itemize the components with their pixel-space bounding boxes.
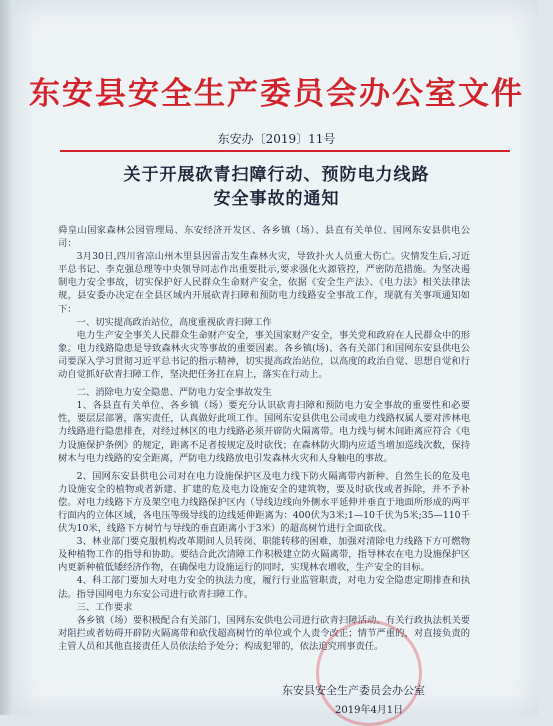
red-separator-line (60, 150, 510, 152)
document-number: 东安办〔2019〕11号 (217, 132, 336, 146)
paragraph-item-3: 3、林业部门要克服机构改革期间人员转岗、职能转移的困难，加强对清除电力线路下方可燃物及种植物工作的指导和协助。要结合此次清障工作积极建立防火隔离带，指导林农在电力设施保护区内更新种植低矮经济作物，在确保电力设施运行的同时，实现林农增收，生产安全的目标。 (58, 536, 470, 574)
paragraph-item-4: 4、科工部门要加大对电力安全的执法力度，履行行业监管职责，对电力安全隐患定期排查和执法。指导国网电力东安公司进行砍青扫障工作。 (58, 575, 470, 600)
paragraph-item-1: 1、各县直有关单位、各乡镇（场）要充分认识砍青扫障和预防电力安全事故的重要性和必要性，要层层部署，落实责任，认真做好此项工作。国网东安县供电公司或电力线路权属人要对涉林电力线路进行隐患排查，对经过林区的电力线路必须开辟防火隔离带。电力线与树木间距离应符合《电力设施保护条例》的规定，距离不足者按规定及时砍伐；在森林防火期内应适当增加巡线次数，保持树木与电力线路的安全距离，严防电力线路放电引发森林火灾和人身触电的事故。 (58, 400, 470, 464)
issuer-signature: 东安县安全生产委员会办公室 (282, 684, 425, 697)
paragraph-political-stance: 电力生产安全事关人民群众生命财产安全，事关国家财产安全，事关党和政府在人民群众中的形象。电力线路隐患是导致森林火灾等事故的重要因素。各乡镇(场)、各有关部门和国网东安县供电公司要深入学习贯彻习近平总书记的指示精神，切实提高政治站位，以高度的政治自觉、思想自觉和行动自觉抓好砍青扫障工作，坚决把任务扛在肩上，落实在行动上。 (58, 329, 470, 381)
notice-title (0, 163, 553, 211)
section-heading-3: 三、工作要求 (76, 601, 133, 613)
notice-title-line-2: 安全事故的通知 (213, 189, 340, 209)
section-heading-2: 二、消除电力安全隐患、严防电力安全事故发生 (76, 387, 272, 399)
issue-date: 2019年4月1日 (335, 705, 404, 716)
section-heading-1: 一、切实提高政治站位，高度重视砍青扫障工作 (76, 316, 272, 328)
paragraph-item-2: 2、国网东安县供电公司对在电力设施保护区及电力线下防火隔离带内新种、自然生长的危及电力设施安全的植物或者新建、扩建的危及电力设施安全的建筑物，要及时砍伐或者拆除，并不予补偿。对电力线路下方及架空电力线路保护区内（导线边线向外侧水平延伸并垂直于地面所形成的两平行面内的立体区域，各电压等级导线的边线延伸距离为：400伏为3米;1—10千伏为5米;35—110千伏为10米，线路下方树竹与导线的垂直距离小于3米）的超高树竹进行全面砍伐。 (58, 470, 470, 535)
document-body (58, 224, 470, 653)
paragraph-background: 3月30日,四川省凉山州木里县因雷击发生森林火灾，导致扑火人员重大伤亡。灾情发生后,习近平总书记、李克强总理等中央领导同志作出重要批示,要求强化火源管控，严密防范措施。为坚决遏制电力安全事故，切实保护好人民群众生命财产安全，依据《安全生产法》、《电力法》相关法律法规，县安委办决定在全县区域内开展砍青扫障和预防电力线路安全事故工作，现就有关事项通知如下： (58, 251, 470, 315)
agency-document-title: 东安县安全生产委员会办公室文件 (29, 76, 524, 112)
notice-title-line-1: 关于开展砍青扫障行动、预防电力线路 (123, 165, 430, 185)
recipients-line: 舜皇山国家森林公园管理局、东安经济开发区、各乡镇（场）、县直有关单位、国网东安县供电公司： (58, 225, 470, 250)
paragraph-requirements: 各乡镇（场）要积极配合有关部门、国网东安供电公司进行砍青扫障活动。有关行政执法机关要对阻拦或者妨碍开辟防火隔离带和砍伐超高树竹的单位或个人责令改正；情节严重的，对直接负责的主管人员和其他直接责任人员依法给予处分；构成犯罪的，依法追究刑事责任。 (58, 614, 470, 652)
